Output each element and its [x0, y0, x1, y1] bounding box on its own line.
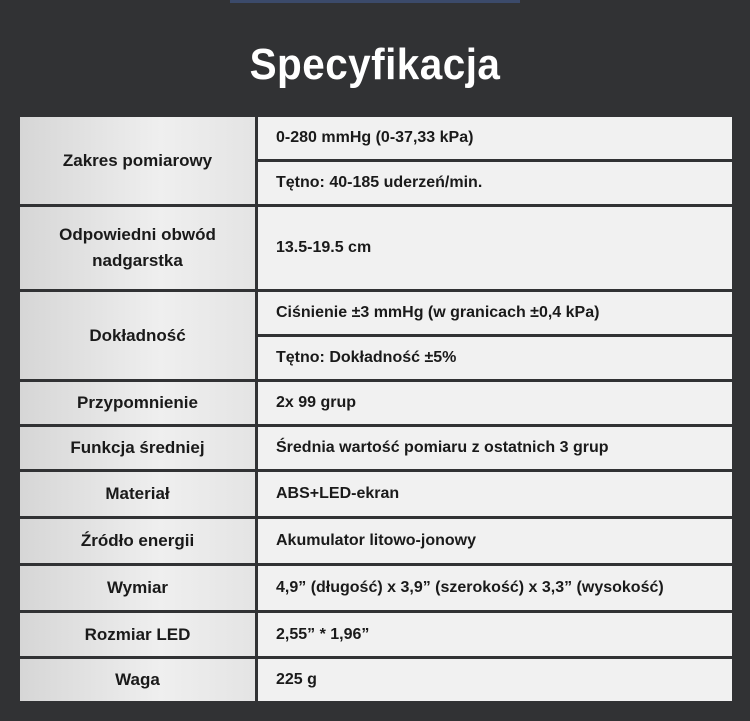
- spec-value: Średnia wartość pomiaru z ostatnich 3 grup: [258, 427, 732, 469]
- spec-label: Przypomnienie: [20, 382, 255, 424]
- top-accent-line: [230, 0, 520, 3]
- spec-values: [258, 117, 732, 204]
- spec-value: Tętno: Dokładność ±5%: [258, 337, 732, 379]
- spec-values: [258, 292, 732, 379]
- spec-values: [258, 382, 732, 424]
- spec-value: 0-280 mmHg (0-37,33 kPa): [258, 117, 732, 159]
- spec-label: Odpowiedni obwód nadgarstka: [20, 207, 255, 289]
- spec-label: Funkcja średniej: [20, 427, 255, 469]
- spec-label: Dokładność: [20, 292, 255, 379]
- spec-value: 2,55” * 1,96”: [258, 613, 732, 656]
- spec-value: Tętno: 40-185 uderzeń/min.: [258, 162, 732, 204]
- spec-values: [258, 566, 732, 610]
- spec-values: [258, 659, 732, 701]
- spec-value: Akumulator litowo-jonowy: [258, 519, 732, 563]
- spec-value: 2x 99 grup: [258, 382, 732, 424]
- spec-value: Ciśnienie ±3 mmHg (w granicach ±0,4 kPa): [258, 292, 732, 334]
- spec-values: [258, 207, 732, 289]
- spec-label: Zakres pomiarowy: [20, 117, 255, 204]
- spec-value: 4,9” (długość) x 3,9” (szerokość) x 3,3” (wysokość): [258, 566, 732, 610]
- page-title: Specyfikacja: [249, 40, 501, 89]
- spec-values: [258, 427, 732, 469]
- spec-value: ABS+LED-ekran: [258, 472, 732, 516]
- spec-label: Waga: [20, 659, 255, 701]
- spec-label: Źródło energii: [20, 519, 255, 563]
- spec-label: Wymiar: [20, 566, 255, 610]
- spec-values: [258, 613, 732, 656]
- spec-label: Materiał: [20, 472, 255, 516]
- spec-values: [258, 472, 732, 516]
- spec-value: 225 g: [258, 659, 732, 701]
- spec-value: 13.5-19.5 cm: [258, 207, 732, 289]
- spec-label: Rozmiar LED: [20, 613, 255, 656]
- spec-table: [20, 117, 732, 701]
- spec-values: [258, 519, 732, 563]
